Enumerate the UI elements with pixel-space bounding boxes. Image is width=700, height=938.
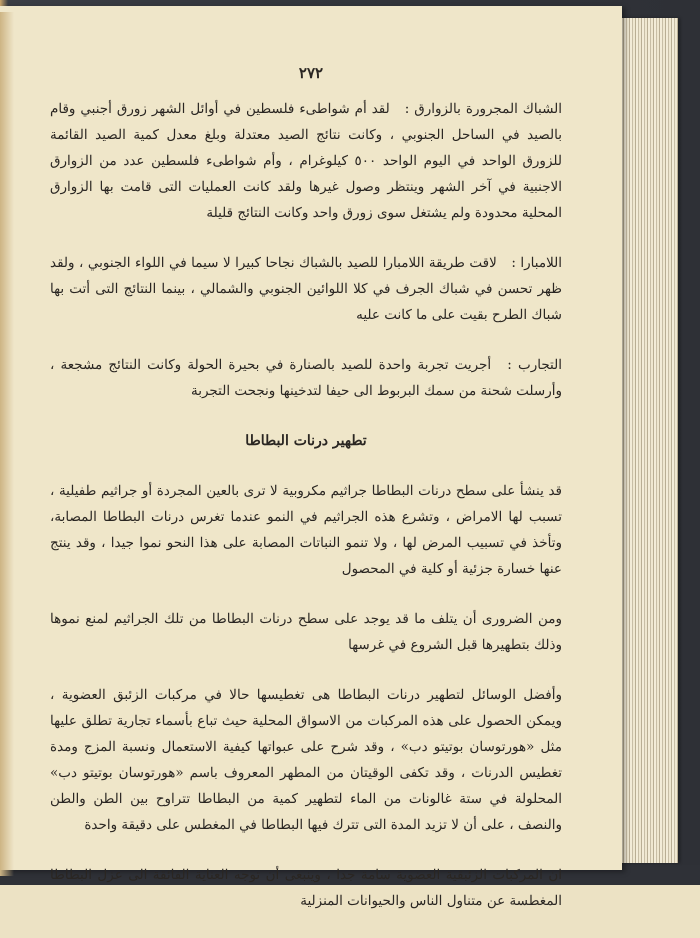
- section-trawling: [50, 96, 562, 226]
- section-lead: اللامبارا :: [511, 255, 563, 271]
- paragraph: وأفضل الوسائل لتطهير درنات البطاطا هى تغطيسها حالا في مركبات الزئبق العضوية ، ويمكن الحصول على هذه المركبات من الاسواق المحلية حيث تباع بأسماء تجارية تطلق عليها مثل «هورتوسان بوتيتو دب» ، وقد شرح على عبواتها كيفية الاستعمال ونسبة المزج ومدة تغطيس الدرنات ، وقد تكفى الوقيتان من المطهر المعروف باسم «هورتوسان بوتيتو دب» المحلولة في ستة غالونات من الماء لتطهير كمية من البطاطا تتراوح بين الطن والطن والنصف ، على أن لا تزيد المدة التى تترك فيها البطاطا في المغطس على دقيقة واحدة: [50, 687, 562, 833]
- paragraph: قد ينشأ على سطح درنات البطاطا جراثيم مكروبية لا ترى بالعين المجردة أو جراثيم طفيلية ، تسبب لها الامراض ، وتشرع هذه الجراثيم في النمو عندما تغرس درنات البطاطا المصابة، وتأخذ في تسبيب المرض لها ، ولا تنمو النباتات المصابة على هذا النحو نموا جيدا ، وقد ينتج عنها خسارة جزئية أو كلية في المحصول: [50, 483, 562, 577]
- section-lampara: [50, 250, 562, 328]
- page-text: [50, 58, 562, 938]
- page-gutter-shadow: [0, 12, 14, 876]
- paragraph: ومن الضرورى أن يتلف ما قد يوجد على سطح درنات البطاطا من تلك الجراثيم لمنع نموها وذلك بتطهيرها قبل الشروع في غرسها: [50, 611, 562, 653]
- page-number: ٢٧٢: [298, 64, 324, 82]
- section-lead: الشباك المجرورة بالزوارق :: [404, 101, 562, 117]
- section-body: لقد أم شواطىء فلسطين في أوائل الشهر زورق أجنبي وقام بالصيد في الساحل الجنوبي ، وكانت نتائج الصيد معتدلة وبلغ معدل كمية الصيد القائمة للزورق الواحد في اليوم الواحد ٥٠٠ كيلوغرام ، وأم شواطىء فلسطين عدد من الزوارق الاجنبية في آخر الشهر وينتظر وصول غيرها ولقد كانت العمليات التى قامت بها الزوارق المحلية محدودة ولم يشتغل سوى زورق واحد وكانت النتائج قليلة: [50, 101, 562, 221]
- section-body: أجريت تجربة واحدة للصيد بالصنارة في بحيرة الحولة وكانت النتائج مشجعة ، وأرسلت شحنة من سمك البربوط الى حيفا لتدخينها ونجحت التجربة: [50, 357, 562, 399]
- section-heading: تطهير درنات البطاطا: [245, 433, 367, 449]
- section-body: لاقت طريقة اللامبارا للصيد بالشباك نجاحا كبيرا لا سيما في اللواء الجنوبي ، ولقد ظهر تحسن في شباك الجرف في كلا اللوائين الجنوبي والشمالي ، بينما النتائج التى أتت بها شباك الطرح بقيت على ما كانت عليه: [50, 255, 562, 323]
- section-experiments: [50, 352, 562, 404]
- paragraph: ان المركبات الزئبقية العضوية سامة جدا ، وينبغى أن توجه العناية الفائقة الى عزل البطاطا المغطسة عن متناول الناس والحيوانات المنزلية: [50, 867, 562, 909]
- book-page: [0, 6, 622, 909]
- section-lead: التجارب :: [507, 357, 562, 373]
- page-edges: [618, 18, 678, 863]
